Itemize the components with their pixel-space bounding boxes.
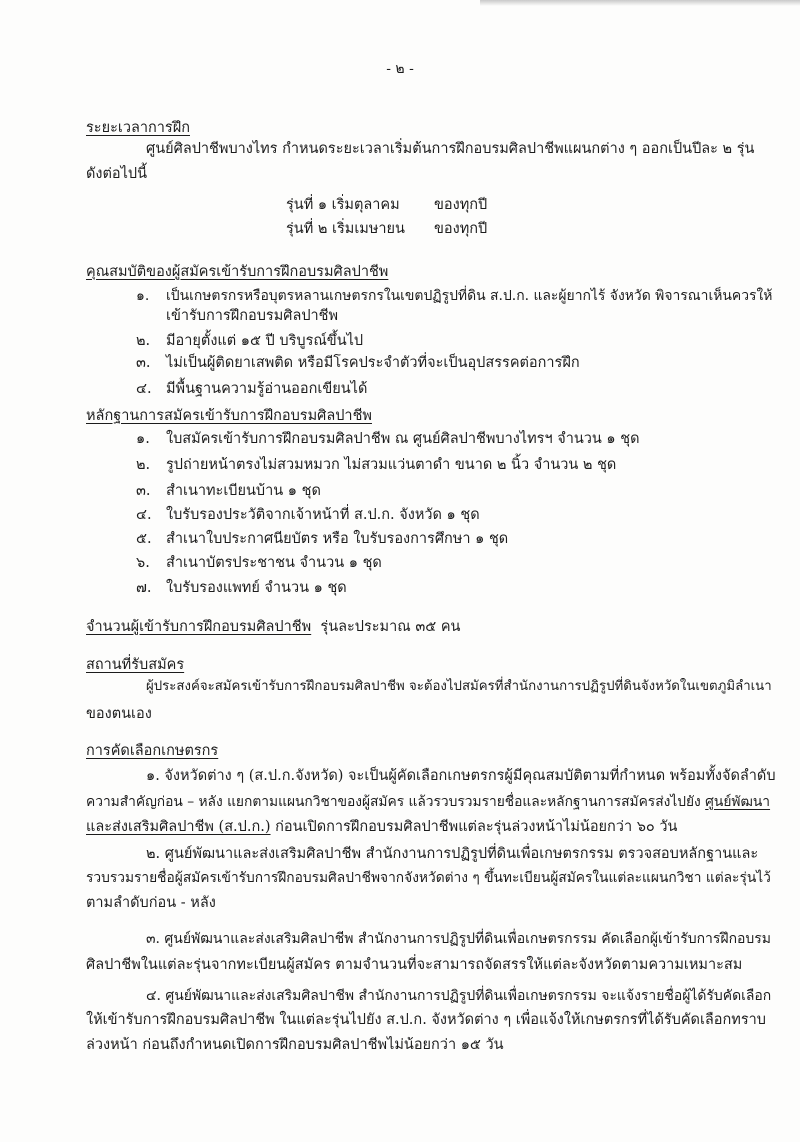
qualification-item-1-cont: เข้ารับการฝึกอบรมศิลปาชีพ (166, 308, 339, 324)
document-num: ๖. (136, 555, 150, 571)
selection-p3-line2: ศิลปาชีพในแต่ละรุ่นจากทะเบียนผู้สมัคร ตามจำนวนที่จะสามารถจัดสรรให้แต่ละจังหวัดตามความเหมาะสม (86, 957, 743, 973)
document-item-7 (136, 578, 347, 598)
batch-1-note: ของทุกปี (434, 197, 488, 213)
qualification-item-2 (136, 331, 363, 351)
batch-2-label: รุ่นที่ ๒ เริ่มเมษายน (286, 221, 405, 237)
selection-p3-line1: ๓. ศูนย์พัฒนาและส่งเสริมศิลปาชีพ สำนักงานการปฏิรูปที่ดินเพื่อเกษตรกรรม คัดเลือกผู้เข้ารับการฝึกอบรม (146, 931, 772, 947)
qualification-item-4 (136, 379, 367, 399)
selection-p1-line3 (86, 817, 677, 837)
document-item-4 (136, 505, 480, 525)
selection-p1-line2 (86, 792, 770, 812)
selection-heading: การคัดเลือกเกษตรกร (86, 743, 219, 759)
qualifications-heading: คุณสมบัติของผู้สมัครเข้ารับการฝึกอบรมศิลปาชีพ (86, 264, 389, 280)
selection-p1-line3-text: ก่อนเปิดการฝึกอบรมศิลปาชีพแต่ละรุ่นล่วงหน้าไม่น้อยกว่า ๖๐ วัน (270, 819, 678, 835)
selection-p4-line1: ๔. ศูนย์พัฒนาและส่งเสริมศิลปาชีพ สำนักงานการปฏิรูปที่ดินเพื่อเกษตรกรรม จะแจ้งรายชื่อผู้ได้รับคัดเลือก (146, 988, 772, 1004)
document-num: ๒. (136, 457, 151, 473)
qualification-num: ๑. (136, 288, 150, 304)
batch-2-note: ของทุกปี (434, 221, 488, 237)
qualification-num: ๔. (136, 381, 152, 397)
application-place-heading: สถานที่รับสมัคร (86, 657, 185, 673)
document-item-1 (136, 429, 639, 449)
page-number: - ๒ - (386, 61, 414, 77)
selection-p4-line3: ล่วงหน้า ก่อนถึงกำหนดเปิดการฝึกอบรมศิลปาชีพไม่น้อยกว่า ๑๕ วัน (86, 1037, 504, 1053)
document-num: ๕. (136, 531, 152, 547)
qualification-text: เป็นเกษตรกรหรือบุตรหลานเกษตรกรในเขตปฏิรูปที่ดิน ส.ป.ก. และผู้ยากไร้ จังหวัด พิจารณาเห็นควรให้ (166, 288, 773, 304)
selection-p2-line1: ๒. ศูนย์พัฒนาและส่งเสริมศิลปาชีพ สำนักงานการปฏิรูปที่ดินเพื่อเกษตรกรรม ตรวจสอบหลักฐานและ (146, 846, 759, 862)
document-text: สำเนาบัตรประชาชน จำนวน ๑ ชุด (166, 555, 382, 571)
documents-heading: หลักฐานการสมัครเข้ารับการฝึกอบรมศิลปาชีพ (86, 408, 372, 424)
batch-2 (286, 217, 487, 240)
application-place-line1: ผู้ประสงค์จะสมัครเข้ารับการฝึกอบรมศิลปาชีพ จะต้องไปสมัครที่สำนักงานการปฏิรูปที่ดินจังหวัดในเขตภูมิลำเนา (146, 679, 772, 694)
document-item-3 (136, 481, 321, 501)
document-text: รูปถ่ายหน้าตรงไม่สวมหมวก ไม่สวมแว่นตาดำ ขนาด ๒ นิ้ว จำนวน ๒ ชุด (166, 457, 617, 473)
selection-p2-line2: รวบรวมรายชื่อผู้สมัครเข้ารับการฝึกอบรมศิลปาชีพจากจังหวัดต่าง ๆ ขึ้นทะเบียนผู้สมัครในแต่ละแผนกวิชา แต่ละรุ่นไว้ (86, 870, 771, 886)
scan-edge-shadow (480, 0, 800, 6)
document-item-2 (136, 455, 616, 475)
selection-p4-line2: ให้เข้ารับการฝึกอบรมศิลปาชีพ ในแต่ละรุ่นไปยัง ส.ป.ก. จังหวัดต่าง ๆ เพื่อแจ้งให้เกษตรกรที่ได้รับคัดเลือกทราบ (86, 1012, 766, 1028)
training-period-intro-line1: ศูนย์ศิลปาชีพบางไทร กำหนดระยะเวลาเริ่มต้นการฝึกอบรมศิลปาชีพแผนกต่าง ๆ ออกเป็นปีละ ๒ รุ่น (146, 141, 755, 157)
document-num: ๓. (136, 483, 151, 499)
document-item-6 (136, 553, 382, 573)
participants-heading: จำนวนผู้เข้ารับการฝึกอบรมศิลปาชีพ (86, 619, 312, 635)
selection-p2-line3: ตามลำดับก่อน - หลัง (86, 895, 216, 911)
center-name-cont: และส่งเสริมศิลปาชีพ (ส.ป.ก.) (86, 819, 271, 835)
participants-count: รุ่นละประมาณ ๓๕ คน (320, 619, 461, 635)
qualification-text: มีพื้นฐานความรู้อ่านออกเขียนได้ (166, 381, 368, 397)
batch-1-label: รุ่นที่ ๑ เริ่มตุลาคม (286, 197, 400, 213)
document-num: ๔. (136, 507, 152, 523)
selection-p1-line1: ๑. จังหวัดต่าง ๆ (ส.ป.ก.จังหวัด) จะเป็นผู้คัดเลือกเกษตรกรผู้มีคุณสมบัติตามที่กำหนด พร้อมทั้งจัดลำดับ (146, 768, 776, 784)
document-item-5 (136, 529, 508, 549)
training-period-heading: ระยะเวลาการฝึก (86, 120, 190, 136)
document-num: ๗. (136, 580, 152, 596)
document-text: ใบรับรองแพทย์ จำนวน ๑ ชุด (166, 580, 347, 596)
document-text: ใบรับรองประวัติจากเจ้าหน้าที่ ส.ป.ก. จังหวัด ๑ ชุด (166, 507, 480, 523)
batch-1 (286, 193, 487, 216)
qualification-item-1 (136, 286, 772, 306)
selection-p1-line2-text: ความสำคัญก่อน – หลัง แยกตามแผนกวิชาของผู้สมัคร แล้วรวบรวมรายชื่อและหลักฐานการสมัครส่งไปยัง (86, 794, 701, 810)
application-place-line2: ของตนเอง (86, 706, 152, 722)
document-text: สำเนาทะเบียนบ้าน ๑ ชุด (166, 483, 321, 499)
qualification-text: ไม่เป็นผู้ติดยาเสพติด หรือมีโรคประจำตัวที่จะเป็นอุปสรรคต่อการฝึก (166, 355, 580, 371)
qualification-item-3 (136, 353, 580, 373)
participants-line (86, 617, 460, 637)
training-period-intro-line2: ดังต่อไปนี้ (86, 166, 148, 182)
document-text: สำเนาใบประกาศนียบัตร หรือ ใบรับรองการศึกษา ๑ ชุด (166, 531, 509, 547)
qualification-num: ๓. (136, 355, 151, 371)
qualification-text: มีอายุตั้งแต่ ๑๕ ปี บริบูรณ์ขึ้นไป (166, 333, 364, 349)
center-name-link: ศูนย์พัฒนา (705, 794, 771, 810)
document-num: ๑. (136, 431, 150, 447)
qualification-num: ๒. (136, 333, 151, 349)
document-text: ใบสมัครเข้ารับการฝึกอบรมศิลปาชีพ ณ ศูนย์ศิลปาชีพบางไทรฯ จำนวน ๑ ชุด (166, 431, 640, 447)
